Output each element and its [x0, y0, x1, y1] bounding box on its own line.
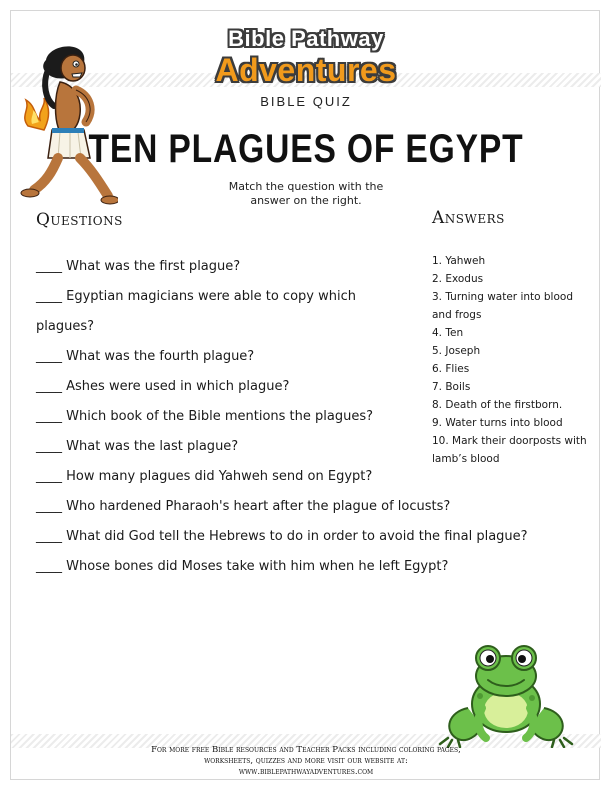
answer-item: 4. Ten [432, 327, 464, 339]
answer-blank[interactable]: ____ [36, 349, 62, 364]
answer-item: 3. Turning water into blood [432, 291, 573, 303]
footer-website-link[interactable]: www.biblepathwayadventures.com [238, 767, 374, 777]
question-text: How many plagues did Yahweh send on Egypt? [66, 469, 373, 484]
answer-item: 6. Flies [432, 363, 470, 375]
answer-blank[interactable]: ____ [36, 379, 62, 394]
question-text: What was the last plague? [66, 439, 239, 454]
answer-item-continued: and frogs [432, 309, 482, 321]
question-item [36, 522, 556, 552]
answer-blank[interactable]: ____ [36, 259, 62, 274]
instructions-line: answer on the right. [250, 194, 362, 207]
logo-line1: Bible Pathway [228, 26, 384, 51]
answer-item: 9. Water turns into blood [432, 417, 563, 429]
question-text: Ashes were used in which plague? [66, 379, 290, 394]
answer-blank[interactable]: ____ [36, 559, 62, 574]
answer-item: 8. Death of the firstborn. [432, 399, 563, 411]
question-item [36, 492, 556, 522]
instructions-line: Match the question with the [228, 180, 384, 193]
question-text: What was the first plague? [66, 259, 241, 274]
question-text: Who hardened Pharaoh's heart after the plague of locusts? [66, 499, 451, 514]
answer-blank[interactable]: ____ [36, 289, 62, 304]
question-text: What did God tell the Hebrews to do in order to avoid the final plague? [66, 529, 528, 544]
questions-heading: Questions [36, 210, 123, 230]
answer-blank[interactable]: ____ [36, 469, 62, 484]
answers-heading: Answers [432, 208, 505, 228]
answer-blank[interactable]: ____ [36, 499, 62, 514]
question-text: Egyptian magicians were able to copy which [66, 289, 356, 304]
answer-item-continued: lamb’s blood [432, 453, 500, 465]
answer-item: 7. Boils [432, 381, 471, 393]
answer-item: 2. Exodus [432, 273, 484, 285]
question-item [36, 552, 556, 582]
frog-illustration [438, 638, 574, 748]
answer-item: 5. Joseph [432, 345, 481, 357]
answer-item: 10. Mark their doorposts with [432, 435, 587, 447]
footer-line: For more free Bible resources and Teacher Packs including coloring pages, [151, 745, 461, 755]
answer-blank[interactable]: ____ [36, 409, 62, 424]
answer-blank[interactable]: ____ [36, 439, 62, 454]
instructions [0, 180, 612, 208]
logo-line2: Adventures [215, 52, 397, 88]
quiz-subtitle: BIBLE QUIZ [260, 94, 352, 109]
page-title: TEN PLAGUES OF EGYPT [88, 127, 524, 171]
answer-blank[interactable]: ____ [36, 529, 62, 544]
footer-line: worksheets, quizzes and more visit our website at: [204, 756, 408, 766]
footer [0, 745, 612, 778]
answers-list [432, 252, 597, 468]
answer-item: 1. Yahweh [432, 255, 486, 267]
question-text: Which book of the Bible mentions the plagues? [66, 409, 374, 424]
question-text: What was the fourth plague? [66, 349, 255, 364]
question-text: Whose bones did Moses take with him when he left Egypt? [66, 559, 449, 574]
question-text: plagues? [36, 319, 94, 334]
